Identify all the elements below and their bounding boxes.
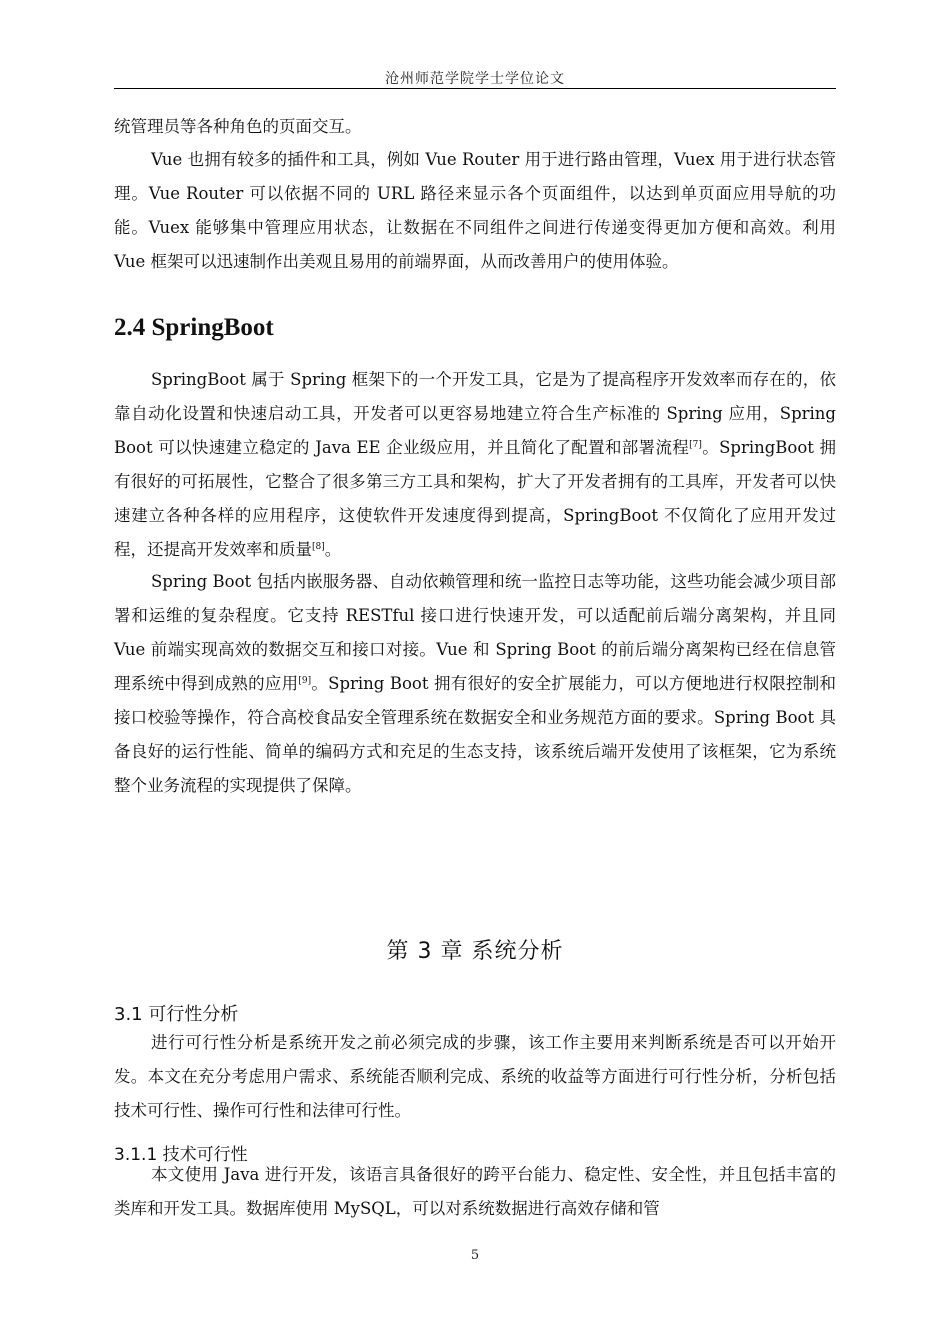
text-run: Spring Boot 包括内嵌服务器、自动依赖管理和统一监控日志等功能，这些功能会减少项目部署和运维的复杂程度。它支持 RESTful 接口进行快速开发，可以适配前后端分离架构，并且同 Vue 前端实现高效的数据交互和接口对接。Vue 和 Spring Boot 的前后端分离架构已经在信息管理系统中得到成熟的应用 [114,572,836,693]
text-run: SpringBoot 属于 Spring 框架下的一个开发工具，它是为了提高程序开发效率而存在的，依靠自动化设置和快速启动工具，开发者可以更容易地建立符合生产标准的 Spring 应用，Spring Boot 可以快速建立稳定的 Java EE 企业级应用，并且简化了配置和部署流程 [114,370,836,457]
section-heading-2-4: 2.4 SpringBoot [114,314,274,341]
paragraph-vue-plugins: Vue 也拥有较多的插件和工具，例如 Vue Router 用于进行路由管理，Vuex 用于进行状态管理。Vue Router 可以依据不同的 URL 路径来显示各个页面组件，以达到单页面应用导航的功能。Vuex 能够集中管理应用状态，让数据在不同组件之间进行传递变得更加方便和高效。利用 Vue 框架可以迅速制作出美观且易用的前端界面，从而改善用户的使用体验。 [114,150,836,271]
citation-ref-8: [8] [312,542,325,552]
text-run: 。SpringBoot 拥有很好的可拓展性，它整合了很多第三方工具和架构，扩大了开发者拥有的工具库，开发者可以快速建立各种各样的应用程序，这使软件开发速度得到提高，SpringBoot 不仅简化了应用开发过程，还提高开发效率和质量 [114,438,836,559]
section-heading-3-1: 3.1 可行性分析 [114,1004,239,1025]
paragraph-feasibility: 进行可行性分析是系统开发之前必须完成的步骤，该工作主要用来判断系统是否可以开始开发。本文在充分考虑用户需求、系统能否顺利完成、系统的收益等方面进行可行性分析，分析包括技术可行性、操作可行性和法律可行性。 [114,1033,836,1120]
chapter-title: 第 3 章 系统分析 [386,939,564,964]
section-heading-3-1-1: 3.1.1 技术可行性 [114,1145,248,1165]
text-run: 。Spring Boot 拥有很好的安全扩展能力，可以方便地进行权限控制和接口校验等操作，符合高校食品安全管理系统在数据安全和业务规范方面的要求。Spring Boot 具备良好的运行性能、简单的编码方式和充足的生态支持，该系统后端开发使用了该框架，它为系统整个业务流程的实现提供了保障。 [114,674,836,795]
paragraph-springboot-features [114,565,836,803]
header-rule [114,88,836,89]
page-number: 5 [470,1248,480,1263]
text-run: 。 [324,540,342,559]
running-header: 沧州师范学院学士学位论文 [385,71,565,87]
citation-ref-7: [7] [689,440,702,450]
paragraph-continuation: 统管理员等各种角色的页面交互。 [114,117,362,136]
paragraph-technical-feasibility: 本文使用 Java 进行开发，该语言具备很好的跨平台能力、稳定性、安全性，并且包括丰富的类库和开发工具。数据库使用 MySQL，可以对系统数据进行高效存储和管 [114,1165,836,1218]
paragraph-springboot-intro [114,363,836,567]
citation-ref-9: [9] [298,676,312,686]
